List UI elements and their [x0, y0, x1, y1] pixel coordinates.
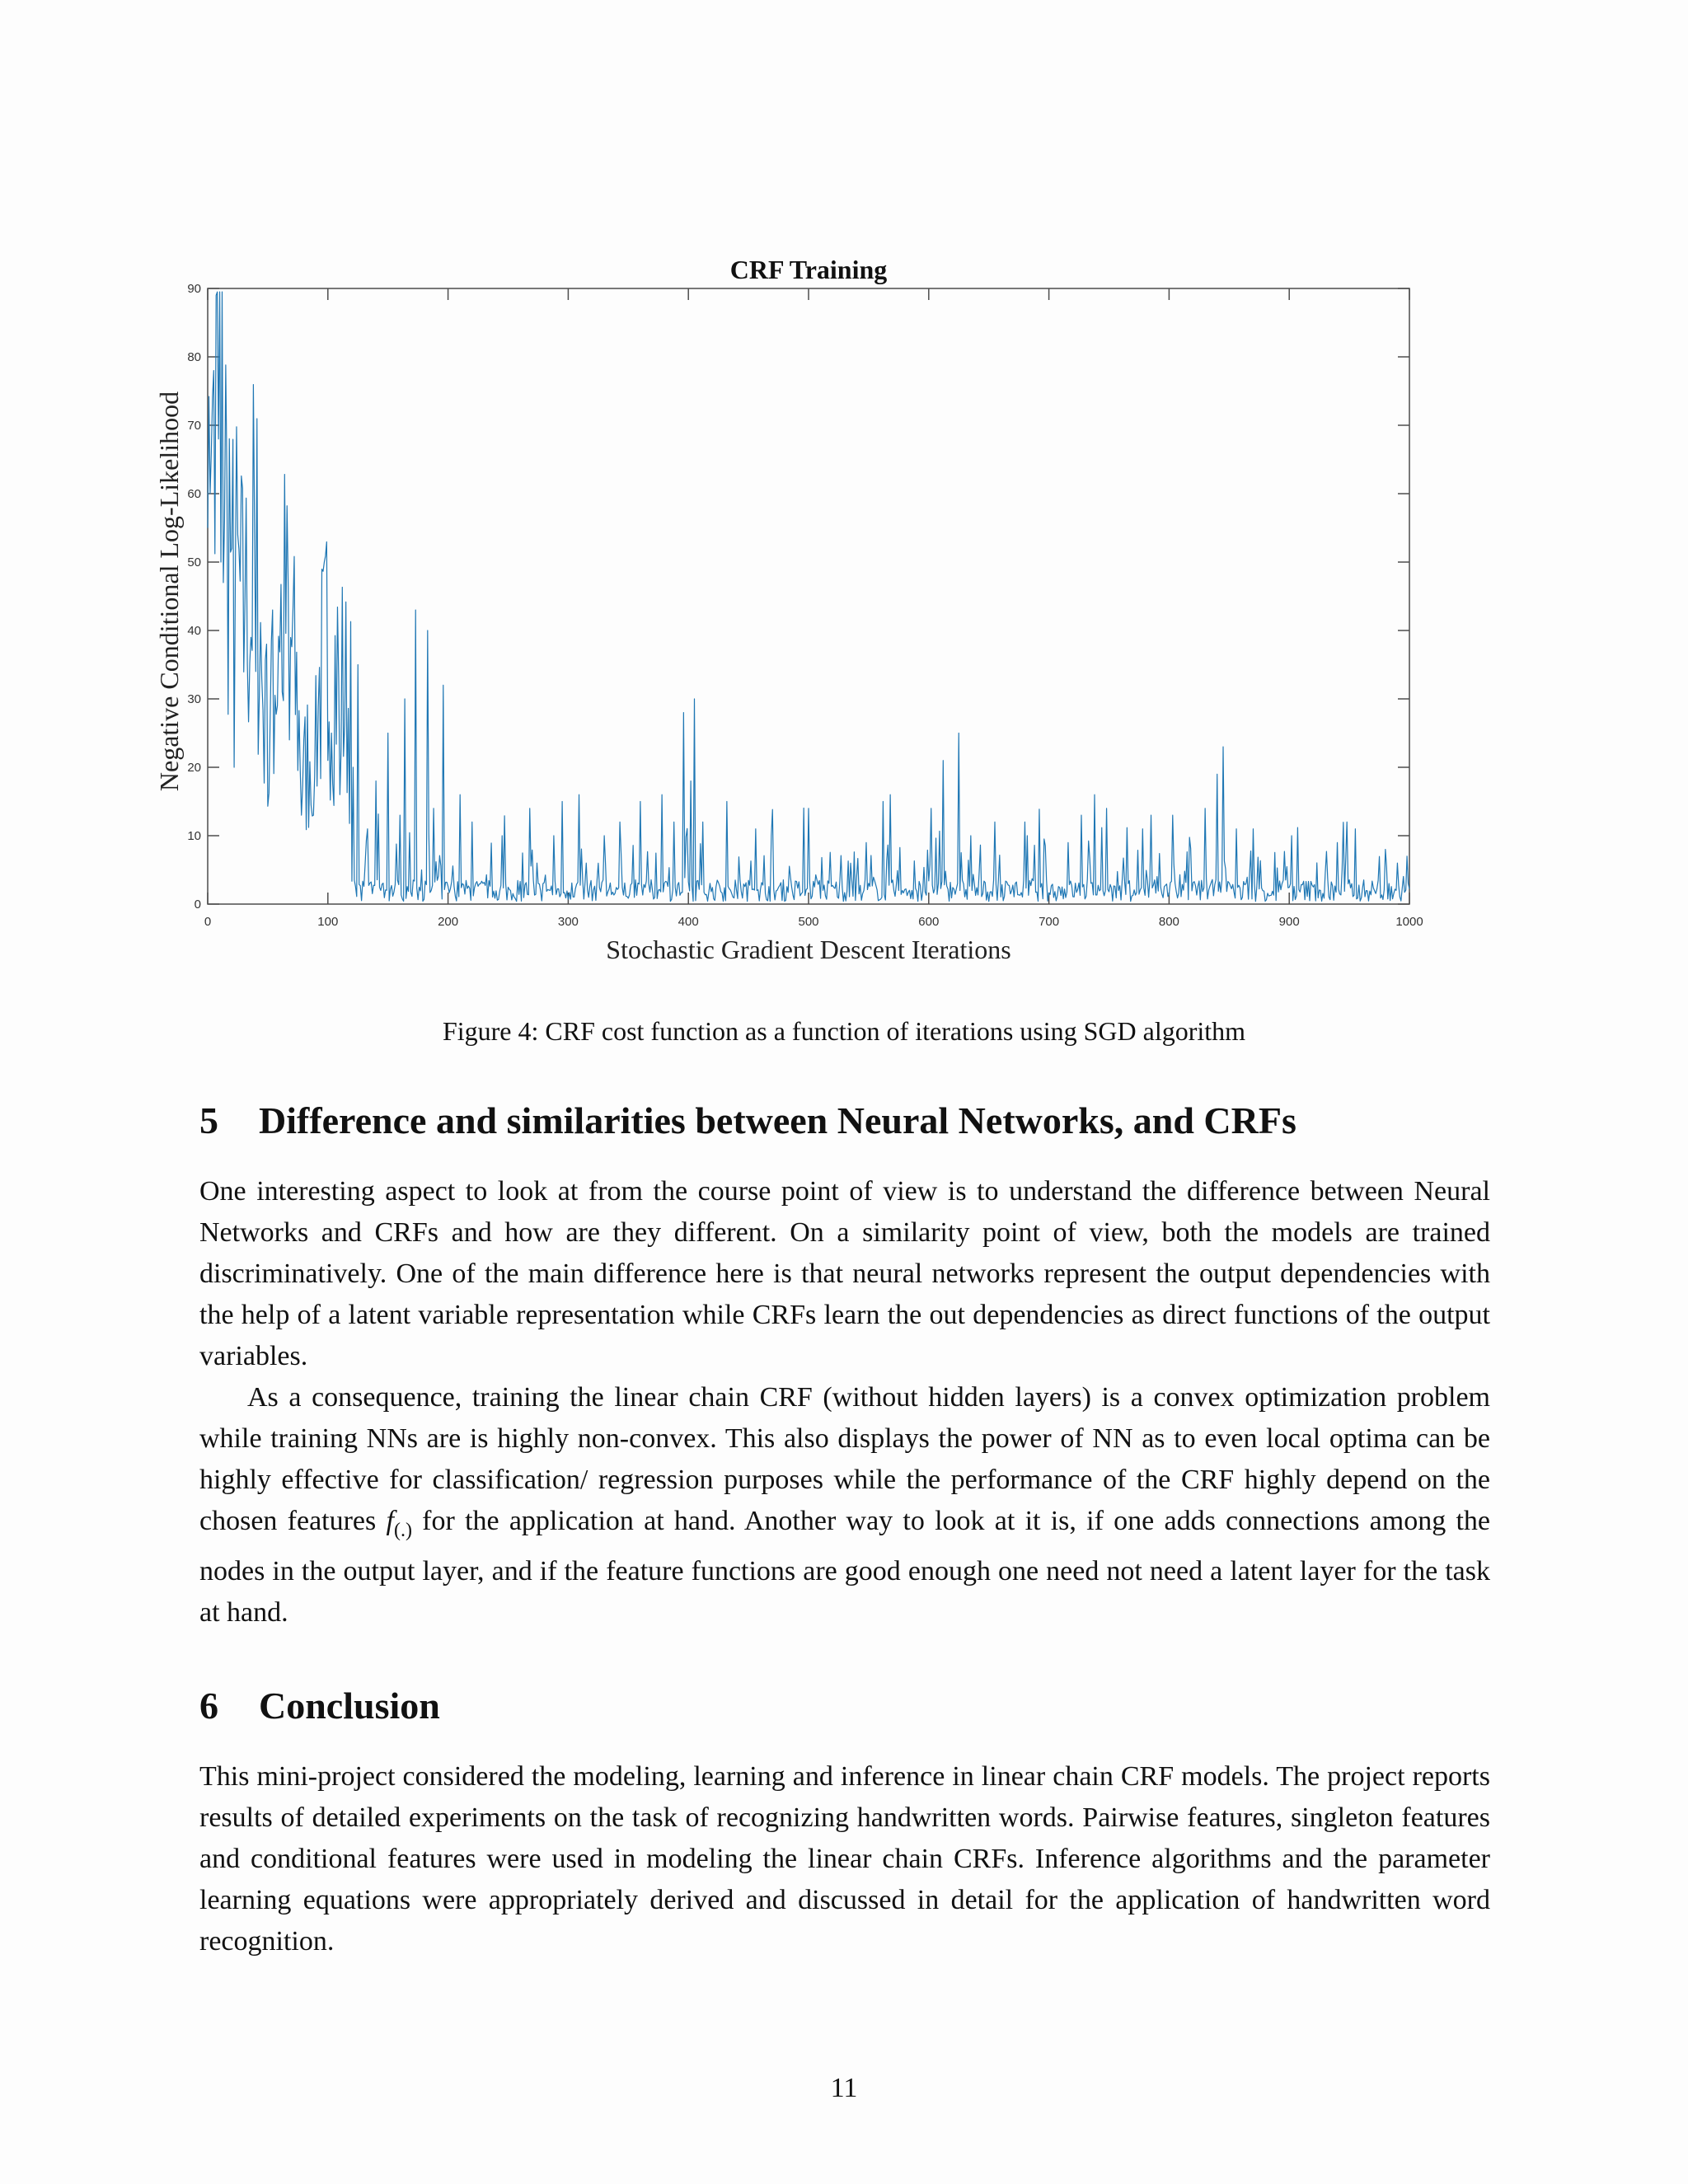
section-5-heading: [199, 1096, 1490, 1146]
figure-caption: Figure 4: CRF cost function as a function of iterations using SGD algorithm: [442, 1016, 1246, 1046]
section-6-title: Conclusion: [259, 1685, 440, 1727]
x-axis-label: Stochastic Gradient Descent Iterations: [606, 935, 1011, 964]
x-tick-label: 900: [1278, 915, 1300, 929]
x-tick-label: 500: [798, 915, 819, 929]
x-tick-label: 800: [1158, 915, 1179, 929]
section-5-paragraph-2: [199, 1377, 1490, 1633]
x-tick-label: 600: [918, 915, 940, 929]
y-tick-label: 50: [187, 555, 201, 569]
x-tick-label: 400: [678, 915, 699, 929]
crf-training-chart: [148, 247, 1434, 972]
y-tick-label: 70: [187, 419, 201, 433]
section-6-number: 6: [199, 1685, 218, 1727]
series-line: [208, 292, 1409, 902]
y-tick-label: 0: [194, 898, 201, 912]
y-tick-label: 40: [187, 624, 201, 638]
section-5-paragraph-2-text-a: As a consequence, training the linear chain CRF (without hidden layers) is a convex optimization problem while training NNs are is highly non-convex. This also displays the power of NN as to even local optima can be highly effective for classification/ regression purposes while the performance of the CRF highly depend on the chosen features: [199, 1382, 1490, 1536]
feature-function-symbol: [386, 1506, 412, 1541]
y-axis-label: Negative Conditional Log-Likelihood: [154, 391, 184, 792]
y-tick-label: 30: [187, 692, 201, 706]
x-tick-label: 100: [317, 915, 339, 929]
section-5-paragraph-2-text-b: for the application at hand. Another way to look at it is, if one adds connections among the nodes in the output layer, and if the feature functions are good enough one need not need a latent layer for the task at hand.: [199, 1506, 1490, 1628]
chart-title: CRF Training: [729, 255, 888, 284]
y-tick-label: 80: [187, 350, 201, 364]
y-tick-label: 20: [187, 761, 201, 775]
feature-function-f: f: [386, 1506, 394, 1536]
section-6-paragraph-1: This mini-project considered the modeling, learning and inference in linear chain CRF models. The project reports results of detailed experiments on the task of recognizing handwritten words. Pairwise features, singleton features and conditional features were used in modeling the linear chain CRFs. Inference algorithms and the parameter learning equations were appropriately derived and discussed in detail for the application of handwritten word recognition.: [199, 1761, 1490, 1957]
y-tick-label: 10: [187, 829, 201, 843]
x-tick-label: 0: [204, 915, 212, 929]
section-5-paragraph-1: One interesting aspect to look at from the course point of view is to understand the difference between Neural Networks and CRFs and how are they different. On a similarity point of view, both the models are trained discriminatively. One of the main difference here is that neural networks represent the output dependencies with the help of a latent variable representation while CRFs learn the out dependencies as direct functions of the output variables.: [199, 1176, 1490, 1371]
x-tick-label: 200: [438, 915, 459, 929]
section-6: [199, 1681, 1490, 1962]
x-tick-label: 300: [557, 915, 579, 929]
y-tick-label: 90: [187, 282, 201, 296]
page-number: 11: [830, 2073, 858, 2103]
section-5-number: 5: [199, 1099, 218, 1141]
section-5: [199, 1096, 1490, 1633]
y-tick-label: 60: [187, 487, 201, 501]
section-5-title: Difference and similarities between Neural Networks, and CRFs: [259, 1099, 1296, 1141]
crf-training-figure: [148, 247, 1434, 972]
x-tick-label: 1000: [1395, 915, 1423, 929]
section-6-heading: [199, 1681, 1490, 1731]
feature-function-subscript: (.): [393, 1520, 412, 1541]
x-tick-label: 700: [1039, 915, 1060, 929]
